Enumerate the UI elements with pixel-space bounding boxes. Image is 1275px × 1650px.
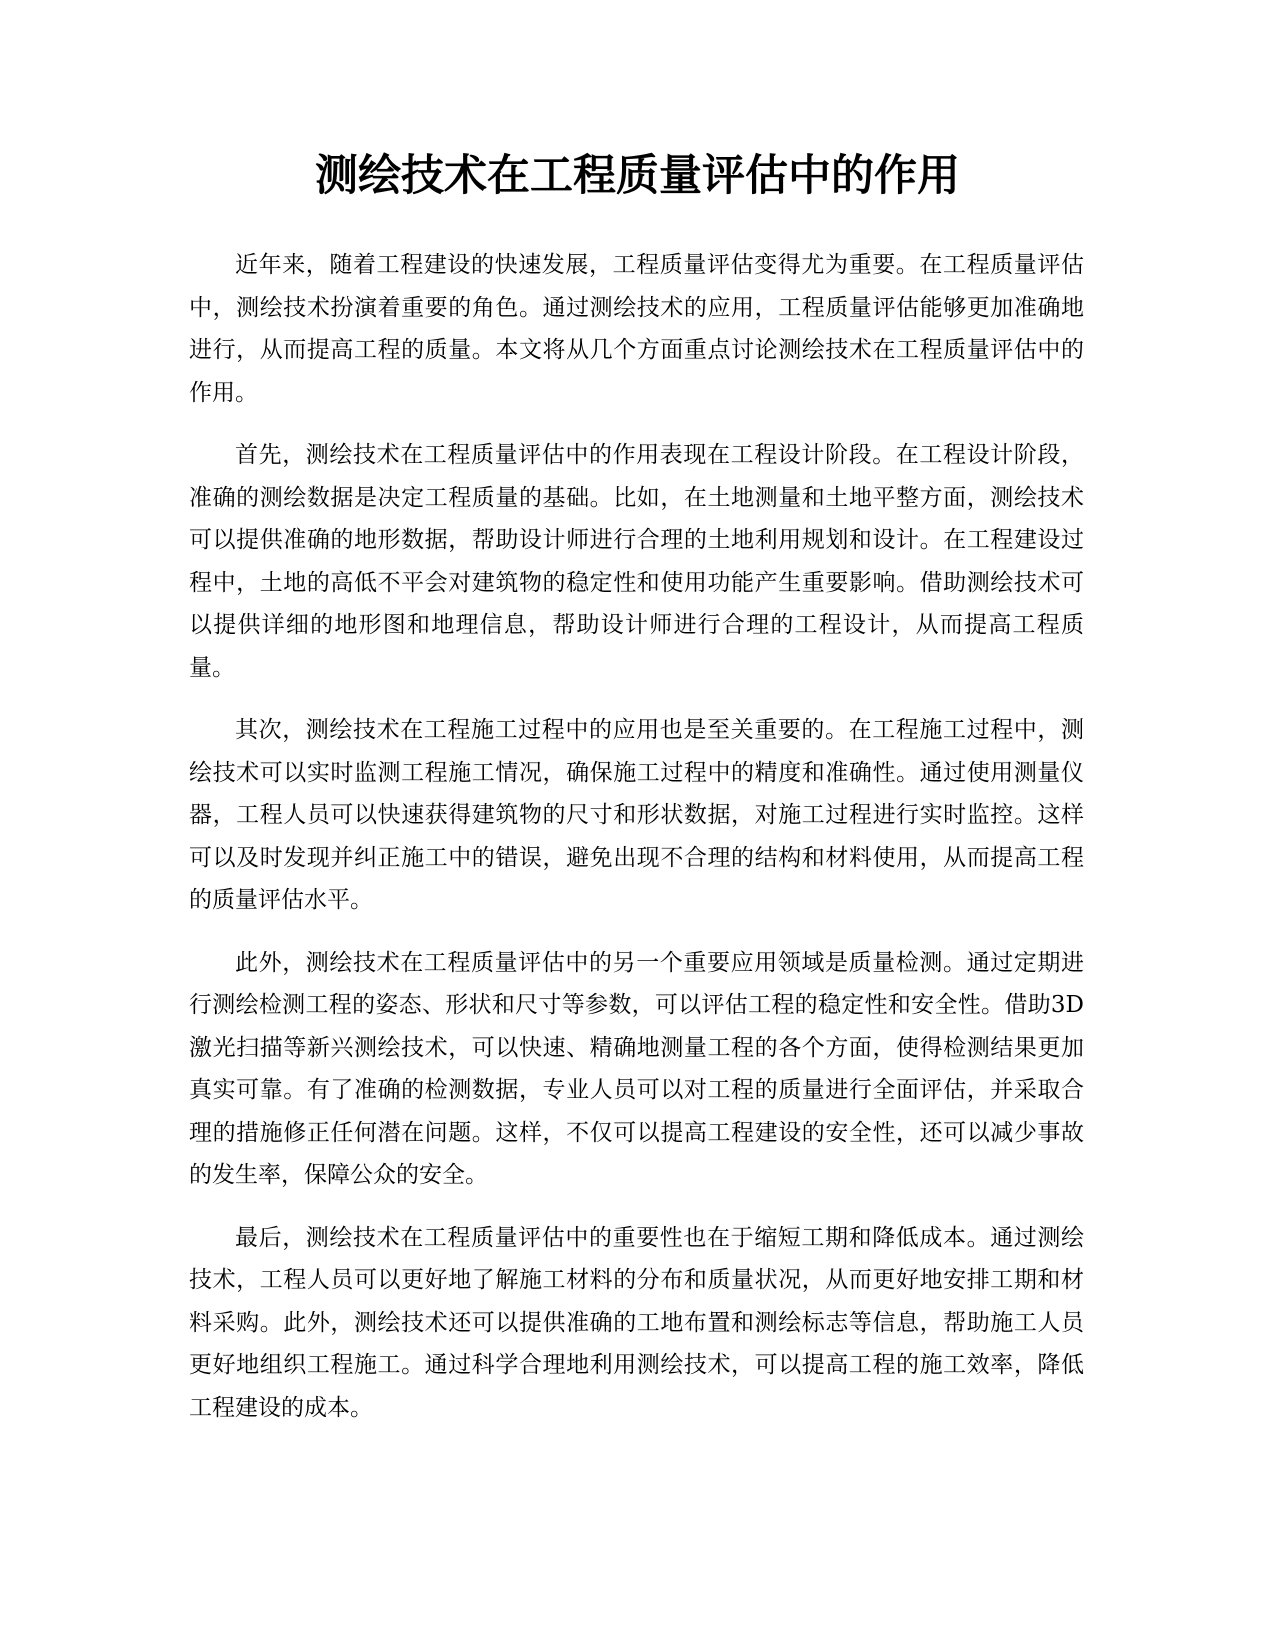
paragraph-design-stage: 首先，测绘技术在工程质量评估中的作用表现在工程设计阶段。在工程设计阶段，准确的测绘数据是决定工程质量的基础。比如，在土地测量和土地平整方面，测绘技术可以提供准确的地形数据，帮助设计师进行合理的土地利用规划和设计。在工程建设过程中，土地的高低不平会对建筑物的稳定性和使用功能产生重要影响。借助测绘技术可以提供详细的地形图和地理信息，帮助设计师进行合理的工程设计，从而提高工程质量。 bbox=[189, 442, 1084, 681]
paragraph-cost-schedule: 最后，测绘技术在工程质量评估中的重要性也在于缩短工期和降低成本。通过测绘技术，工程人员可以更好地了解施工材料的分布和质量状况，从而更好地安排工期和材料采购。此外，测绘技术还可以提供准确的工地布置和测绘标志等信息，帮助施工人员更好地组织工程施工。通过科学合理地利用测绘技术，可以提高工程的施工效率，降低工程建设的成本。 bbox=[189, 1224, 1084, 1421]
paragraph-quality-inspection: 此外，测绘技术在工程质量评估中的另一个重要应用领域是质量检测。通过定期进行测绘检测工程的姿态、形状和尺寸等参数，可以评估工程的稳定性和安全性。借助3D激光扫描等新兴测绘技术，可以快速、精确地测量工程的各个方面，使得检测结果更加真实可靠。有了准确的检测数据，专业人员可以对工程的质量进行全面评估，并采取合理的措施修正任何潜在问题。这样，不仅可以提高工程建设的安全性，还可以减少事故的发生率，保障公众的安全。 bbox=[189, 949, 1084, 1188]
document-body bbox=[189, 244, 1084, 1449]
paragraph-intro: 近年来，随着工程建设的快速发展，工程质量评估变得尤为重要。在工程质量评估中，测绘技术扮演着重要的角色。通过测绘技术的应用，工程质量评估能够更加准确地进行，从而提高工程的质量。本文将从几个方面重点讨论测绘技术在工程质量评估中的作用。 bbox=[189, 252, 1084, 406]
document-title: 测绘技术在工程质量评估中的作用 bbox=[315, 151, 960, 201]
paragraph-construction-stage: 其次，测绘技术在工程施工过程中的应用也是至关重要的。在工程施工过程中，测绘技术可以实时监测工程施工情况，确保施工过程中的精度和准确性。通过使用测量仪器，工程人员可以快速获得建筑物的尺寸和形状数据，对施工过程进行实时监控。这样可以及时发现并纠正施工中的错误，避免出现不合理的结构和材料使用，从而提高工程的质量评估水平。 bbox=[189, 717, 1084, 913]
